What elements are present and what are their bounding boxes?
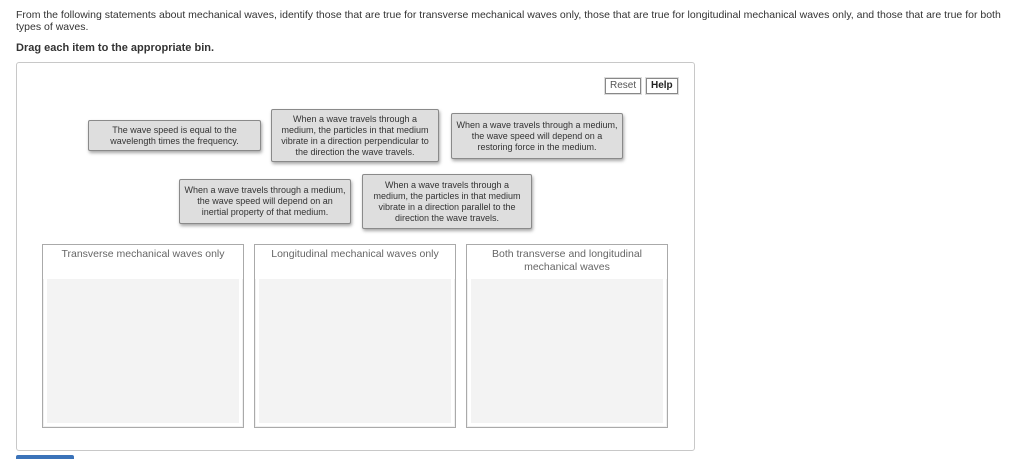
bin-drop-zone[interactable] [47, 279, 239, 423]
help-button[interactable]: Help [646, 78, 678, 94]
bin-both[interactable] [466, 244, 668, 428]
bin-title: Both transverse and longitudinal mechanical waves [467, 245, 667, 279]
reset-button[interactable]: Reset [605, 78, 641, 94]
bin-title: Longitudinal mechanical waves only [255, 245, 455, 279]
bin-drop-zone[interactable] [259, 279, 451, 423]
drag-instruction: Drag each item to the appropriate bin. [16, 42, 215, 54]
draggable-item-wave-speed-equation[interactable]: The wave speed is equal to the wavelength times the frequency. [88, 120, 261, 151]
bin-drop-zone[interactable] [471, 279, 663, 423]
draggable-item-perpendicular-vibration[interactable]: When a wave travels through a medium, the particles in that medium vibrate in a direction perpendicular to the direction the wave travels. [271, 109, 439, 162]
submit-button-partial[interactable] [16, 455, 74, 459]
question-instructions: From the following statements about mechanical waves, identify those that are true for transverse mechanical waves only, those that are true for longitudinal mechanical waves only, and those that are true for both types of waves. [16, 9, 1001, 33]
bin-longitudinal-only[interactable] [254, 244, 456, 428]
draggable-item-parallel-vibration[interactable]: When a wave travels through a medium, the particles in that medium vibrate in a direction parallel to the direction the wave travels. [362, 174, 532, 229]
drag-and-drop-workspace [16, 62, 695, 451]
draggable-item-inertial-property[interactable]: When a wave travels through a medium, the wave speed will depend on an inertial property of that medium. [179, 179, 351, 224]
bin-title: Transverse mechanical waves only [43, 245, 243, 279]
draggable-item-restoring-force[interactable]: When a wave travels through a medium, the wave speed will depend on a restoring force in the medium. [451, 113, 623, 159]
bin-transverse-only[interactable] [42, 244, 244, 428]
